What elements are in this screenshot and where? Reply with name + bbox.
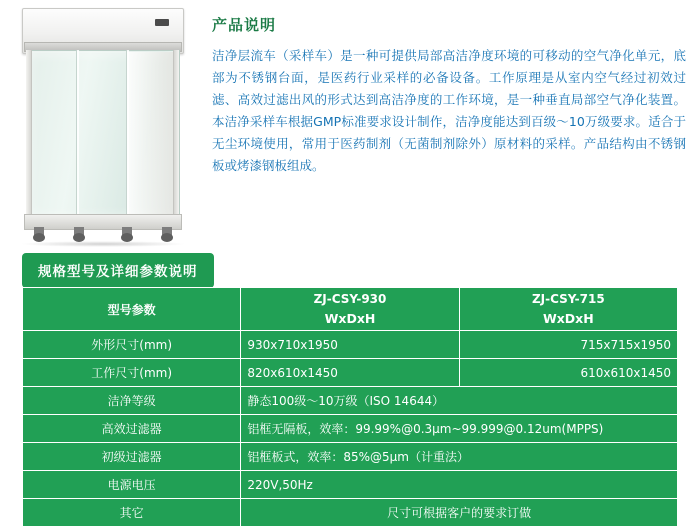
table-row <box>23 415 678 443</box>
table-row <box>23 471 678 499</box>
product-photo <box>14 8 194 248</box>
caster-wheel <box>34 227 44 241</box>
row-value-hepa-filter: 铝框无隔板，效率：99.99%@0.3μm~99.999@0.12um(MPPS) <box>241 415 678 443</box>
table-row <box>23 331 678 359</box>
cabinet-mullion <box>76 50 79 218</box>
table-row <box>23 359 678 387</box>
row-value-pre-filter: 铝框板式，效率：85%@5μm（计重法） <box>241 443 678 471</box>
model-2-dimension-label: WxDxH <box>542 311 594 326</box>
caster-wheel <box>74 227 84 241</box>
description-title: 产品说明 <box>212 16 277 34</box>
row-label-voltage: 电源电压 <box>23 471 241 499</box>
table-header-label: 型号参数 <box>23 288 241 331</box>
table-header-row <box>23 288 678 331</box>
row-label-work-size: 工作尺寸(mm) <box>23 359 241 387</box>
row-value-other: 尺寸可根据客户的要求订做 <box>241 499 678 527</box>
cabinet-curtain <box>126 52 174 216</box>
row-label-other: 其它 <box>23 499 241 527</box>
table-row <box>23 443 678 471</box>
photo-shadow <box>20 241 186 247</box>
row-value-outer-size-715: 715x715x1950 <box>459 331 677 359</box>
spec-section-heading: 规格型号及详细参数说明 <box>22 253 214 288</box>
table-row <box>23 387 678 415</box>
model-2-name: ZJ-CSY-715 <box>531 292 605 306</box>
control-panel-icon <box>155 19 169 26</box>
row-value-work-size-930: 820x610x1450 <box>241 359 459 387</box>
table-header-model-2 <box>459 288 677 331</box>
row-label-pre-filter: 初级过滤器 <box>23 443 241 471</box>
caster-wheel <box>122 227 132 241</box>
row-label-clean-grade: 洁净等级 <box>23 387 241 415</box>
row-label-hepa-filter: 高效过滤器 <box>23 415 241 443</box>
spec-table <box>22 287 678 527</box>
cabinet-base <box>24 214 182 230</box>
row-label-outer-size: 外形尺寸(mm) <box>23 331 241 359</box>
description-body: 洁净层流车（采样车）是一种可提供局部高洁净度环境的可移动的空气净化单元，底部为不锈钢台面，是医药行业采样的必备设备。工作原理是从室内空气经过初效过滤、高效过滤出风的形式达到高洁净度的工作环境，是一种垂直局部空气净化装置。本洁净采样车根据GMP标准要求设计制作，洁净度能达到百级～10万级要求。适合于无尘环境使用，常用于医药制剂（无菌制剂除外）原材料的采样。产品结构由不锈钢板或烤漆钢板组成。 <box>212 48 686 173</box>
model-1-name: ZJ-CSY-930 <box>313 292 387 306</box>
row-value-work-size-715: 610x610x1450 <box>459 359 677 387</box>
cabinet-frame-right <box>173 50 179 218</box>
description-block <box>212 14 686 177</box>
model-1-dimension-label: WxDxH <box>324 311 376 326</box>
cabinet-frame-left <box>26 50 32 218</box>
row-value-voltage: 220V,50Hz <box>241 471 678 499</box>
caster-wheel <box>162 227 172 241</box>
cabinet-mullion <box>126 50 129 218</box>
table-header-model-1 <box>241 288 459 331</box>
table-row <box>23 499 678 527</box>
row-value-clean-grade: 静态100级～10万级（ISO 14644） <box>241 387 678 415</box>
row-value-outer-size-930: 930x710x1950 <box>241 331 459 359</box>
